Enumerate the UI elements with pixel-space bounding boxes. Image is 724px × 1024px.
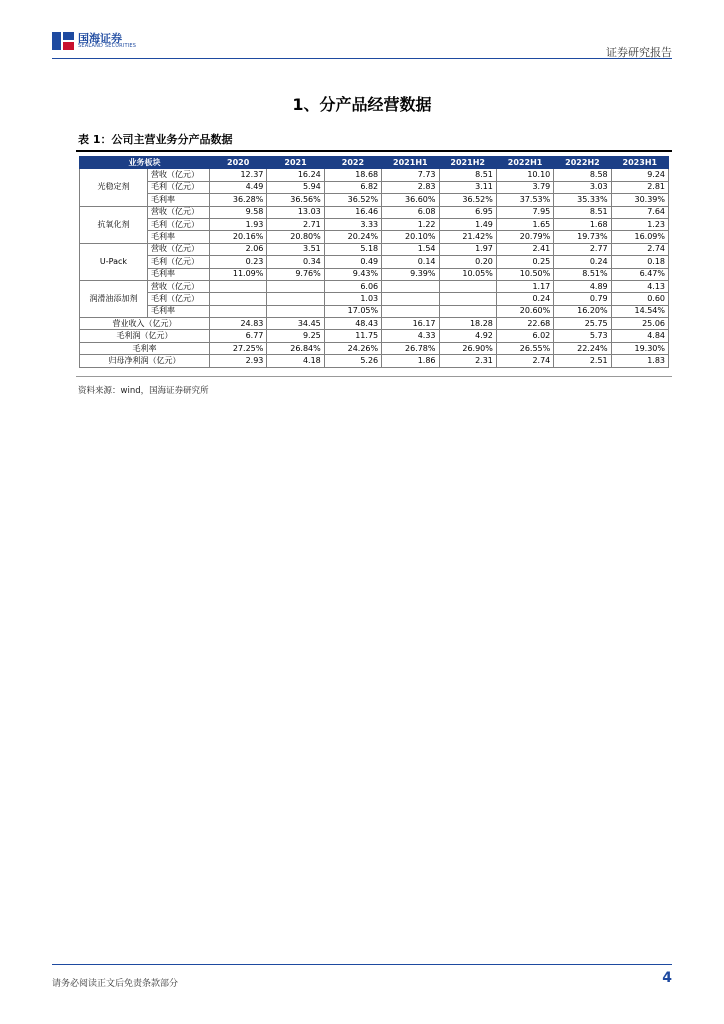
table-cell: 2.51 (554, 355, 611, 367)
table-cell: 22.68 (496, 318, 553, 330)
table-cell (439, 280, 496, 292)
table-cell: 36.52% (439, 194, 496, 206)
segment-label: 润滑油添加剂 (80, 280, 148, 317)
report-type-label: 证券研究报告 (606, 46, 672, 59)
table-cell: 25.06 (611, 318, 668, 330)
metric-label: 毛利（亿元） (148, 181, 210, 193)
segment-label: 抗氧化剂 (80, 206, 148, 243)
table-header-row (80, 157, 669, 169)
summary-row (80, 318, 669, 330)
summary-label: 毛利率 (80, 342, 210, 354)
table-cell: 12.37 (210, 169, 267, 181)
metric-label: 毛利（亿元） (148, 218, 210, 230)
table-cell: 4.92 (439, 330, 496, 342)
table-cell: 10.50% (496, 268, 553, 280)
table-cell: 1.83 (611, 355, 668, 367)
table-cell: 13.03 (267, 206, 324, 218)
table-cell (210, 293, 267, 305)
table-cell: 14.54% (611, 305, 668, 317)
table-cell: 18.68 (324, 169, 381, 181)
logo-name-cn: 国海证券 (78, 32, 122, 45)
header-divider (52, 58, 672, 59)
metric-label: 毛利率 (148, 268, 210, 280)
table-cell: 16.17 (382, 318, 439, 330)
table-cell: 9.58 (210, 206, 267, 218)
table-cell: 3.79 (496, 181, 553, 193)
table-cell: 0.79 (554, 293, 611, 305)
table-cell: 4.49 (210, 181, 267, 193)
table-cell: 1.65 (496, 218, 553, 230)
table-cell: 4.89 (554, 280, 611, 292)
table-cell: 8.51 (439, 169, 496, 181)
column-header: 2022H2 (554, 157, 611, 169)
table-cell: 36.28% (210, 194, 267, 206)
table-row (80, 280, 669, 292)
table-cell (210, 305, 267, 317)
column-header: 2021H1 (382, 157, 439, 169)
table-cell: 0.20 (439, 256, 496, 268)
table-cell: 2.41 (496, 243, 553, 255)
table-cell (439, 305, 496, 317)
table-cell: 6.82 (324, 181, 381, 193)
metric-label: 营收（亿元） (148, 280, 210, 292)
table-cell: 6.77 (210, 330, 267, 342)
table-cell: 24.26% (324, 342, 381, 354)
table-row (80, 243, 669, 255)
metric-label: 毛利率 (148, 231, 210, 243)
table-cell: 3.03 (554, 181, 611, 193)
page-header (52, 30, 672, 60)
table-row (80, 293, 669, 305)
table-cell: 0.23 (210, 256, 267, 268)
table-cell: 11.09% (210, 268, 267, 280)
table-cell: 20.24% (324, 231, 381, 243)
product-data-table (79, 156, 669, 368)
summary-label: 营业收入（亿元） (80, 318, 210, 330)
source-note: 资料来源：wind，国海证券研究所 (78, 386, 209, 396)
table-cell: 6.47% (611, 268, 668, 280)
table-cell: 1.54 (382, 243, 439, 255)
table-cell: 8.51 (554, 206, 611, 218)
table-row (80, 181, 669, 193)
table-cell: 1.68 (554, 218, 611, 230)
table-cell: 10.10 (496, 169, 553, 181)
table-cell: 8.58 (554, 169, 611, 181)
table-row (80, 194, 669, 206)
footer-divider (52, 964, 672, 965)
table-cell (210, 280, 267, 292)
table-cell: 1.22 (382, 218, 439, 230)
table-cell: 0.24 (496, 293, 553, 305)
table-cell: 3.51 (267, 243, 324, 255)
metric-label: 营收（亿元） (148, 206, 210, 218)
table-row (80, 206, 669, 218)
table-cell: 7.64 (611, 206, 668, 218)
table-cell: 0.18 (611, 256, 668, 268)
table-cell: 2.74 (496, 355, 553, 367)
table-cell: 3.33 (324, 218, 381, 230)
column-header: 2023H1 (611, 157, 668, 169)
table-cell: 5.18 (324, 243, 381, 255)
table-cell: 26.90% (439, 342, 496, 354)
table-cell: 36.60% (382, 194, 439, 206)
table-cell: 36.56% (267, 194, 324, 206)
table-cell: 2.93 (210, 355, 267, 367)
table-cell: 4.33 (382, 330, 439, 342)
table-cell (439, 293, 496, 305)
table-cell: 0.34 (267, 256, 324, 268)
caption-divider (76, 150, 672, 152)
table-cell: 5.94 (267, 181, 324, 193)
table-cell (382, 280, 439, 292)
segment-label: 光稳定剂 (80, 169, 148, 206)
table-cell: 26.55% (496, 342, 553, 354)
logo-name-en: SEALAND SECURITIES (78, 43, 137, 49)
table-cell: 1.03 (324, 293, 381, 305)
logo-mark-icon (52, 30, 74, 52)
table-cell: 1.93 (210, 218, 267, 230)
table-cell: 1.86 (382, 355, 439, 367)
summary-row (80, 330, 669, 342)
table-cell: 1.49 (439, 218, 496, 230)
table-cell: 9.39% (382, 268, 439, 280)
table-cell: 18.28 (439, 318, 496, 330)
table-cell: 34.45 (267, 318, 324, 330)
table-cell: 0.24 (554, 256, 611, 268)
table-cell: 9.76% (267, 268, 324, 280)
table-cell: 7.95 (496, 206, 553, 218)
column-header: 业务板块 (80, 157, 210, 169)
table-cell: 4.84 (611, 330, 668, 342)
table-cell: 21.42% (439, 231, 496, 243)
summary-label: 毛利润（亿元） (80, 330, 210, 342)
table-cell: 4.18 (267, 355, 324, 367)
table-cell: 22.24% (554, 342, 611, 354)
table-body (80, 169, 669, 367)
table-row (80, 256, 669, 268)
section-title: 1、分产品经营数据 (292, 95, 432, 114)
table-cell: 0.60 (611, 293, 668, 305)
table-cell: 19.73% (554, 231, 611, 243)
summary-row (80, 342, 669, 354)
footer-disclaimer: 请务必阅读正文后免责条款部分 (52, 979, 179, 989)
metric-label: 毛利率 (148, 305, 210, 317)
table-row (80, 231, 669, 243)
table-cell: 27.25% (210, 342, 267, 354)
table-cell: 2.31 (439, 355, 496, 367)
table-cell: 17.05% (324, 305, 381, 317)
table-cell (267, 305, 324, 317)
table-cell: 2.83 (382, 181, 439, 193)
table-cell: 4.13 (611, 280, 668, 292)
table-cell: 20.10% (382, 231, 439, 243)
table-cell: 9.25 (267, 330, 324, 342)
summary-label: 归母净利润（亿元） (80, 355, 210, 367)
column-header: 2020 (210, 157, 267, 169)
table-cell: 3.11 (439, 181, 496, 193)
column-header: 2022 (324, 157, 381, 169)
table-cell: 20.79% (496, 231, 553, 243)
table-cell: 20.80% (267, 231, 324, 243)
table-cell: 16.20% (554, 305, 611, 317)
table-cell: 26.78% (382, 342, 439, 354)
table-cell: 2.77 (554, 243, 611, 255)
table-cell: 16.09% (611, 231, 668, 243)
table-cell: 6.02 (496, 330, 553, 342)
table-cell: 6.08 (382, 206, 439, 218)
table-row (80, 218, 669, 230)
table-cell (267, 293, 324, 305)
metric-label: 营收（亿元） (148, 243, 210, 255)
table-cell: 2.81 (611, 181, 668, 193)
table-cell: 8.51% (554, 268, 611, 280)
table-cell: 35.33% (554, 194, 611, 206)
metric-label: 营收（亿元） (148, 169, 210, 181)
company-logo (52, 30, 136, 52)
table-row (80, 305, 669, 317)
metric-label: 毛利（亿元） (148, 256, 210, 268)
table-cell: 20.16% (210, 231, 267, 243)
table-cell (382, 305, 439, 317)
table-cell: 6.95 (439, 206, 496, 218)
table-cell: 9.43% (324, 268, 381, 280)
page-number: 4 (662, 970, 672, 986)
table-cell: 26.84% (267, 342, 324, 354)
table-cell: 11.75 (324, 330, 381, 342)
table-cell: 5.26 (324, 355, 381, 367)
metric-label: 毛利率 (148, 194, 210, 206)
table-cell: 1.97 (439, 243, 496, 255)
table-cell (382, 293, 439, 305)
table-cell: 2.06 (210, 243, 267, 255)
table-row (80, 268, 669, 280)
table-cell: 0.14 (382, 256, 439, 268)
table-cell: 16.46 (324, 206, 381, 218)
table-bottom-divider (76, 376, 672, 377)
table-cell: 1.23 (611, 218, 668, 230)
table-cell: 20.60% (496, 305, 553, 317)
table-cell: 2.74 (611, 243, 668, 255)
table-cell: 0.25 (496, 256, 553, 268)
table-cell: 9.24 (611, 169, 668, 181)
segment-label: U-Pack (80, 243, 148, 280)
table-cell: 37.53% (496, 194, 553, 206)
table-cell: 30.39% (611, 194, 668, 206)
table-caption: 表 1：公司主营业务分产品数据 (78, 133, 233, 146)
table-cell: 16.24 (267, 169, 324, 181)
table-cell (267, 280, 324, 292)
table-row (80, 169, 669, 181)
table-cell: 2.71 (267, 218, 324, 230)
table-cell: 5.73 (554, 330, 611, 342)
summary-row (80, 355, 669, 367)
table-cell: 25.75 (554, 318, 611, 330)
table-cell: 7.73 (382, 169, 439, 181)
column-header: 2021 (267, 157, 324, 169)
table-cell: 10.05% (439, 268, 496, 280)
table-cell: 0.49 (324, 256, 381, 268)
table-cell: 6.06 (324, 280, 381, 292)
table-cell: 36.52% (324, 194, 381, 206)
column-header: 2021H2 (439, 157, 496, 169)
table-cell: 1.17 (496, 280, 553, 292)
table-cell: 48.43 (324, 318, 381, 330)
table-cell: 19.30% (611, 342, 668, 354)
metric-label: 毛利（亿元） (148, 293, 210, 305)
table-cell: 24.83 (210, 318, 267, 330)
column-header: 2022H1 (496, 157, 553, 169)
